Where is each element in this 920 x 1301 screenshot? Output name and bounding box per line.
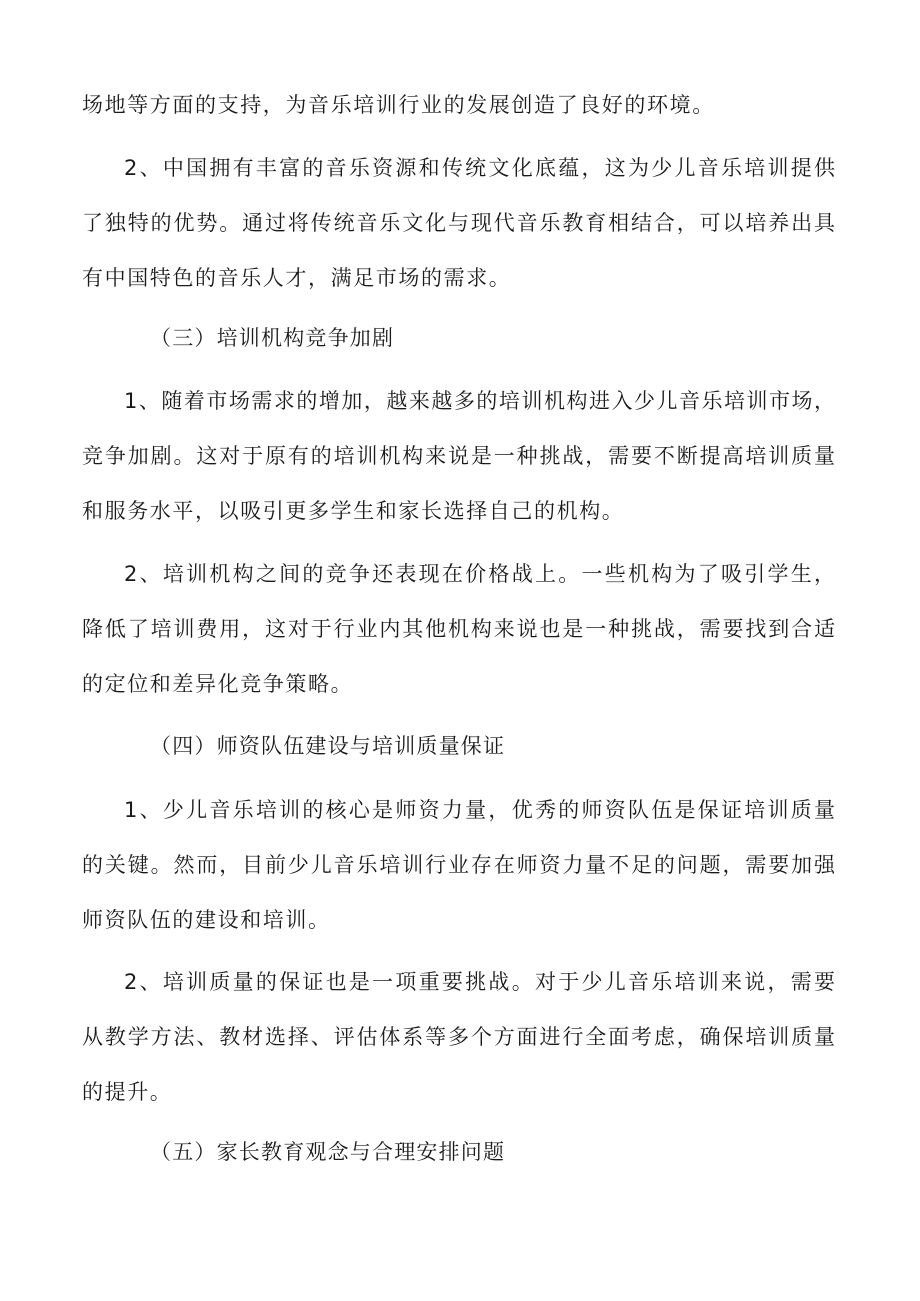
paragraph-line: 降低了培训费用，这对于行业内其他机构来说也是一种挑战，需要找到合适 [82,617,835,641]
paragraph-line: 2、培训机构之间的竞争还表现在价格战上。一些机构为了吸引学生， [124,562,835,586]
paragraph-line: 2、中国拥有丰富的音乐资源和传统文化底蕴，这为少儿音乐培训提供 [124,156,835,180]
paragraph-line: 从教学方法、教材选择、评估体系等多个方面进行全面考虑，确保培训质量 [82,1025,835,1049]
section-heading: （三）培训机构竞争加剧 [150,326,395,350]
paragraph-line: 1、随着市场需求的增加，越来越多的培训机构进入少儿音乐培训市场， [124,389,835,413]
paragraph-line: 场地等方面的支持，为音乐培训行业的发展创造了良好的环境。 [82,93,715,117]
paragraph-line: 2、培训质量的保证也是一项重要挑战。对于少儿音乐培训来说，需要 [124,970,835,994]
paragraph-line: 的定位和差异化竞争策略。 [82,672,354,696]
section-heading: （五）家长教育观念与合理安排问题 [150,1140,506,1164]
paragraph-line: 1、少儿音乐培训的核心是师资力量，优秀的师资队伍是保证培训质量 [124,798,835,822]
paragraph-line: 和服务水平，以吸引更多学生和家长选择自己的机构。 [82,499,625,523]
paragraph-line: 的关键。然而，目前少儿音乐培训行业存在师资力量不足的问题，需要加强 [82,853,835,877]
paragraph-line: 竞争加剧。这对于原有的培训机构来说是一种挑战，需要不断提高培训质量 [82,444,835,468]
paragraph-line: 的提升。 [82,1080,173,1104]
section-heading: （四）师资队伍建设与培训质量保证 [150,734,506,758]
paragraph-line: 师资队伍的建设和培训。 [82,908,331,932]
paragraph-line: 有中国特色的音乐人才，满足市场的需求。 [82,266,512,290]
paragraph-line: 了独特的优势。通过将传统音乐文化与现代音乐教育相结合，可以培养出具 [82,211,835,235]
